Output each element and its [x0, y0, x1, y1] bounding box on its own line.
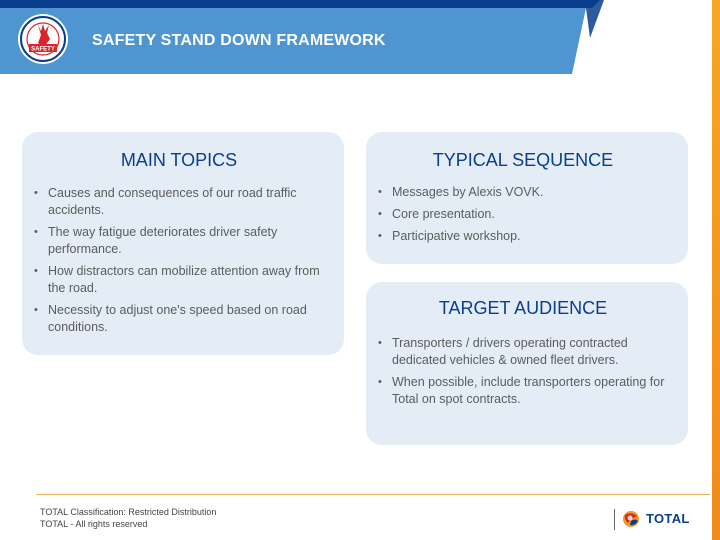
list-item [32, 302, 326, 336]
bullet-icon: • [378, 208, 382, 220]
footer-classification [40, 506, 216, 530]
footer-line-2: TOTAL - All rights reserved [40, 519, 148, 529]
bullet-icon: • [378, 230, 382, 242]
list-item [32, 185, 326, 219]
bullet-icon: • [34, 187, 38, 199]
list-item-text: Messages by Alexis VOVK. [392, 185, 544, 199]
footer-line-1: TOTAL Classification: Restricted Distribution [40, 507, 217, 517]
page-title: SAFETY STAND DOWN FRAMEWORK [92, 32, 386, 49]
bullet-icon: • [34, 304, 38, 316]
list-item [376, 374, 670, 408]
list-item-text: Transporters / drivers operating contracted dedicated vehicles & owned fleet drivers. [392, 336, 628, 367]
main-topics-list [32, 185, 326, 336]
footer-vertical-divider [614, 509, 615, 530]
list-item-text: Necessity to adjust one's speed based on road conditions. [48, 303, 307, 334]
typical-sequence-panel [366, 132, 688, 264]
typical-sequence-list [376, 184, 670, 245]
target-audience-title: TARGET AUDIENCE [438, 298, 608, 318]
target-audience-panel [366, 282, 688, 445]
target-audience-list [376, 335, 670, 408]
list-item-text: The way fatigue deteriorates driver safety performance. [48, 225, 278, 256]
header-band [0, 0, 720, 74]
bullet-icon: • [378, 186, 382, 198]
safety-logo-icon [14, 13, 72, 65]
bullet-icon: • [378, 376, 382, 388]
bullet-icon: • [378, 337, 382, 349]
list-item [376, 335, 670, 369]
bullet-icon: • [34, 226, 38, 238]
list-item-text: Participative workshop. [392, 229, 521, 243]
list-item-text: Causes and consequences of our road traffic accidents. [48, 186, 297, 217]
bullet-icon: • [34, 265, 38, 277]
list-item [32, 224, 326, 258]
main-topics-panel [22, 132, 344, 355]
list-item [376, 206, 670, 223]
typical-sequence-title: TYPICAL SEQUENCE [432, 150, 614, 170]
right-accent-stripe [712, 0, 720, 540]
svg-text:SAFETY: SAFETY [31, 46, 55, 53]
total-brand-text: TOTAL [646, 511, 690, 526]
list-item [376, 228, 670, 245]
list-item-text: When possible, include transporters operating for Total on spot contracts. [392, 375, 665, 406]
list-item-text: Core presentation. [392, 207, 495, 221]
list-item-text: How distractors can mobilize attention away from the road. [48, 264, 320, 295]
footer-divider-line [36, 494, 710, 495]
list-item [32, 263, 326, 297]
main-topics-title: MAIN TOPICS [120, 150, 238, 170]
list-item [376, 184, 670, 201]
